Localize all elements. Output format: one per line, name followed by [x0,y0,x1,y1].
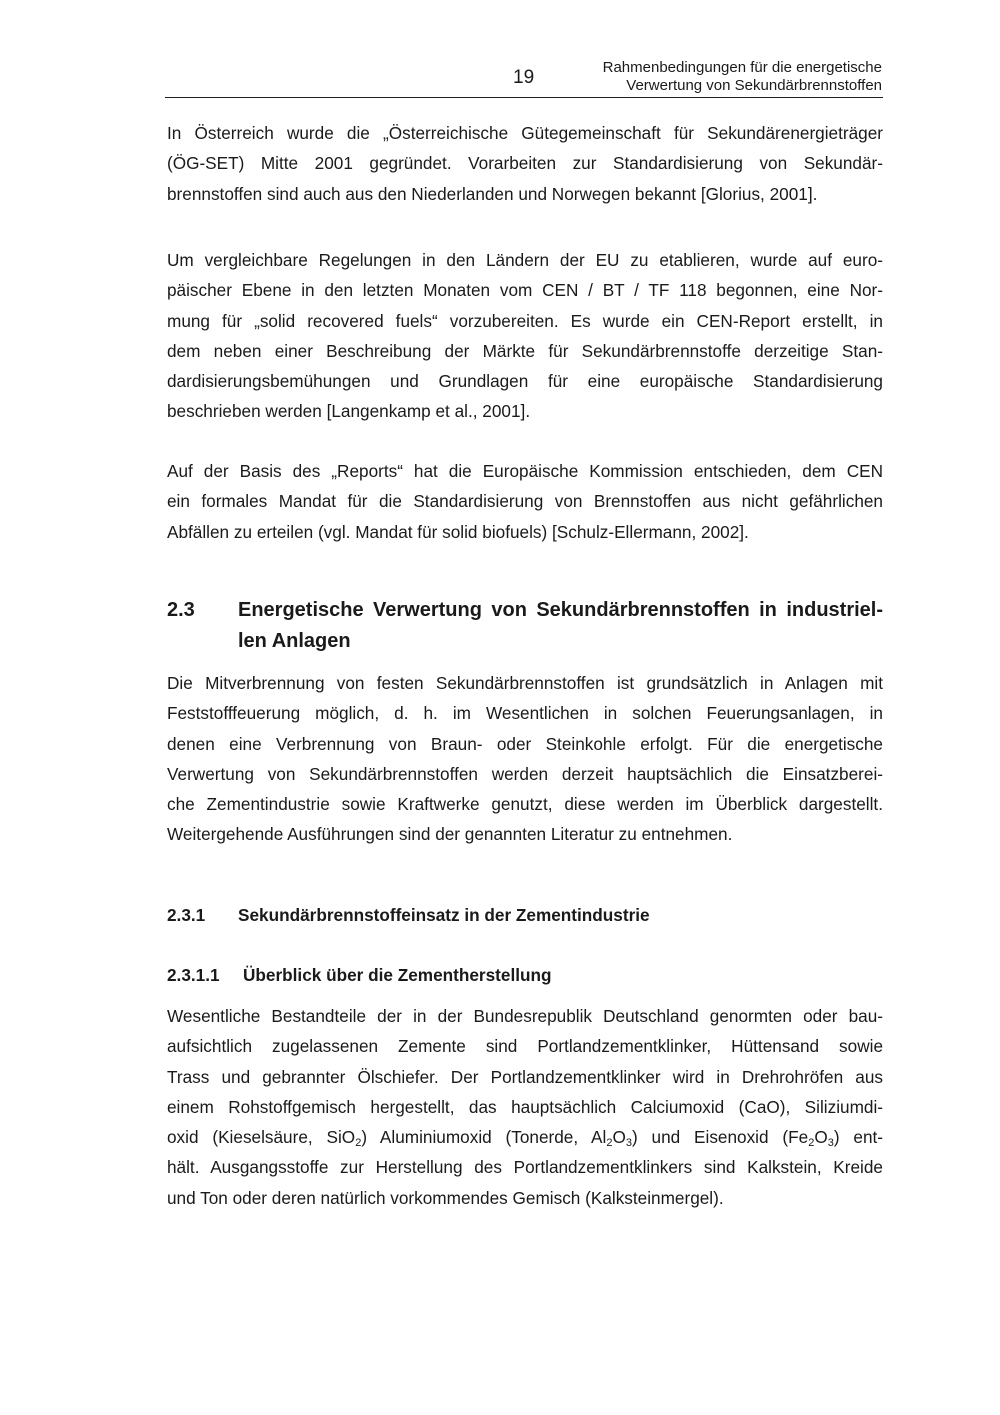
paragraph-cement-components [167,1001,883,1213]
text-line: Um vergleichbare Regelungen in den Ländern der EU zu etablieren, wurde auf euro- [167,250,883,270]
section-title [238,595,883,657]
section-number: 2.3.1 [167,905,206,925]
text-line-chemical-formulas: oxid (Kieselsäure, SiO$_2$) Aluminiumoxid (Tonerde, $Al_2O_3$) und Eisenoxid $(Fe_2O_3)$ ent- [167,1127,883,1150]
text-line: dardisierungsbemühungen und Grundlagen für eine europäische Standardisierung [167,371,883,392]
running-title [603,59,882,95]
section-title: Überblick über die Zementherstellung [243,965,552,985]
text-line: aufsichtlich zugelassenen Zemente sind Portlandzementklinker, Hüttensand sowie [167,1036,883,1057]
section-number: 2.3 [167,599,195,621]
text-line: beschrieben werden [Langenkamp et al., 2001]. [167,401,531,422]
text-line: Weitergehende Ausführungen sind der genannten Literatur zu entnehmen. [167,824,733,845]
running-title-line-1: Rahmenbedingungen für die energetische [602,59,882,76]
text-line: hält. Ausgangsstoffe zur Herstellung des Portlandzementklinkers sind Kalkstein, Kreide [167,1157,883,1178]
text-line: mung für „solid recovered fuels“ vorzubereiten. Es wurde ein CEN-Report erstellt, in [167,310,883,331]
text-line: einem Rohstoffgemisch hergestellt, das hauptsächlich Calciumoxid (CaO), Siliziumdi- [167,1096,883,1117]
paragraph-co-combustion [167,668,883,850]
text-line: Wesentliche Bestandteile der in der Bundesrepublik Deutschland genormten oder bau- [167,1006,883,1026]
section-title-line: len Anlagen [238,630,351,652]
text-line: Abfällen zu erteilen (vgl. Mandat für solid biofuels) [Schulz-Ellermann, 2002]. [167,521,749,542]
paragraph-cen-report [167,245,883,427]
text-line: Trass und gebrannter Ölschiefer. Der Portlandzementklinker wird in Drehrohröfen aus [167,1066,883,1087]
text-line: In Österreich wurde die „Österreichische Gütegemeinschaft für Sekundärenergieträger [167,123,883,143]
text-line: ein formales Mandat für die Standardisierung von Brennstoffen aus nicht gefährlichen [167,491,883,512]
text-line: denen eine Verbrennung von Braun- oder Steinkohle erfolgt. Für die energetische [167,733,883,754]
text-line: Die Mitverbrennung von festen Sekundärbrennstoffen ist grundsätzlich in Anlagen mit [167,673,883,693]
text-line: (ÖG-SET) Mitte 2001 gegründet. Vorarbeiten zur Standardisierung von Sekundär- [167,153,883,174]
running-title-line-2: Verwertung von Sekundärbrennstoffen [626,77,882,94]
page-header [165,56,883,98]
paragraph-oeg-set [167,118,883,209]
text-line: brennstoffen sind auch aus den Niederlanden und Norwegen bekannt [Glorius, 2001]. [167,183,818,204]
text-line: dem neben einer Beschreibung der Märkte für Sekundärbrennstoffe derzeitige Stan- [167,340,883,361]
paragraph-mandate [167,456,883,547]
text-line: che Zementindustrie sowie Kraftwerke genutzt, diese werden im Überblick dargestellt. [167,794,883,815]
section-title: Sekundärbrennstoffeinsatz in der Zementindustrie [238,905,650,925]
section-number: 2.3.1.1 [167,965,220,985]
text-line: Auf der Basis des „Reports“ hat die Europäische Kommission entschieden, dem CEN [167,461,883,481]
section-title-line: Energetische Verwertung von Sekundärbrennstoffen in industriel- [238,599,883,621]
text-line: Verwertung von Sekundärbrennstoffen werden derzeit hauptsächlich die Einsatzberei- [167,763,883,784]
text-line: päischer Ebene in den letzten Monaten vom CEN / BT / TF 118 begonnen, eine Nor- [167,280,883,301]
text-line: und Ton oder deren natürlich vorkommendes Gemisch (Kalksteinmergel). [167,1187,724,1208]
text-line: Feststofffeuerung möglich, d. h. im Wesentlichen in solchen Feuerungsanlagen, in [167,703,883,724]
page-number: 19 [513,67,535,88]
